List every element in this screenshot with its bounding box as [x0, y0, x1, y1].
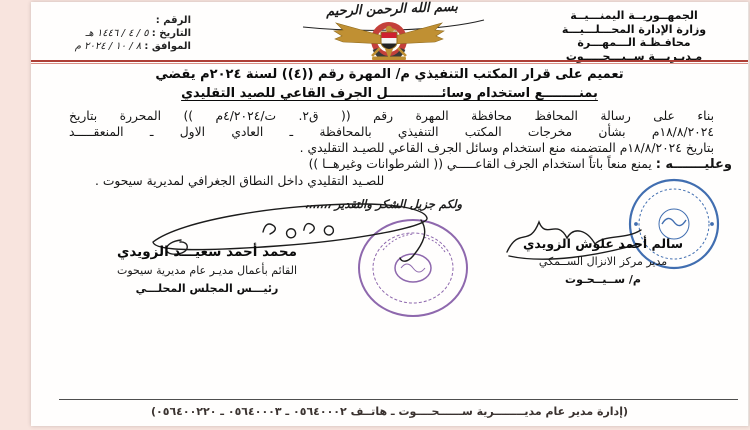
reference-number-label: الرقم :	[155, 15, 191, 26]
signatory-left-block	[87, 244, 327, 295]
resolution-text: يمنع منعاً باتاً استخدام الجرف القاعـــــي (( الشرطوانات وغيرهــا ))	[308, 157, 652, 171]
document-page	[31, 2, 749, 426]
resolution-label: وعليـــــــه :	[655, 157, 732, 172]
body-line: ١٨/٨/٢٠٢٤م بشأن مخرجات المكتب التنفيذي بالمحافظة ـ العادي الاول ـ المنعقـــــد	[69, 125, 714, 139]
hijri-date-row	[61, 27, 191, 40]
footer-contact-line: (إدارة مدير عام مديــــــــرية ســــــحــــوت ـ هاتــف ٠٥٦٤٠٠٠٢ ـ ٠٥٦٤٠٠٠٣ ـ ٠٥٦٤٠٠٢٢٠)	[150, 405, 629, 418]
signatory-right-block	[498, 236, 708, 286]
signatory-right-role2: م/ ســيــحـوت	[565, 273, 641, 286]
signatory-right-role1: مدير مركز الانزال الســمكي	[538, 255, 668, 268]
reference-block	[61, 14, 191, 53]
signatory-left-role1: القائم بأعمال مديـر عام مديرية سيحوت	[116, 264, 298, 277]
closing-courtesy: ولكم جزيل الشكر والتقدير ،،،،،،،	[304, 197, 462, 211]
circular-title-line2: بمنــــــــع استخدام وسائــــــــــــل الجرف القاعي للصيد التقليدي	[181, 86, 598, 101]
circular-title-line1: تعميم على قرار المكتب التنفيذي م/ المهرة رقم ((٤)) لسنة ٢٠٢٤م يقضي	[155, 67, 624, 82]
hijri-date-label: التاريخ :	[151, 28, 191, 39]
resolution-line	[61, 157, 732, 172]
footer-divider-rule	[59, 399, 738, 400]
signatory-right-name: سالم أحمد علوش الزويدي	[522, 236, 684, 251]
signatory-left-role2: رئيـــس المجلس المحلـــي	[135, 282, 279, 295]
gregorian-date-value: ٨ / ١٠ / ٢٠٢٤ م	[74, 41, 142, 52]
agency-ministry: وزارة الإدارة المحـــلـــيـــة	[561, 22, 707, 36]
body-line: بتاريخ ١٨/٨/٢٠٢٤م المتضمنه منع استخدام وسائل الجرف القاعي للصيـد التقليدي .	[299, 141, 714, 155]
bismillah-calligraphy: بسم الله الرحمن الرحيم	[325, 0, 459, 20]
body-line: بناء على رسالة المحافظ محافظة المهرة رقم (( ق٢. ت/٤/٢٠٢٤م )) المحررة بتاريخ	[69, 109, 714, 123]
resolution-line2: للصـيد التقليدي داخل النطاق الجغرافي لمديرية سيحوت .	[95, 174, 385, 188]
signatory-left-name: محمد أحمد سعيـــد الزويدي	[116, 244, 297, 260]
agency-district: مـديـريـــة ســيـــحـــــوت	[565, 49, 703, 63]
hijri-date-value: ٥ / ٤ / ١٤٤٦ هـ	[85, 28, 149, 39]
yemen-national-emblem-icon	[330, 19, 448, 61]
agency-country: الجمهــوريــة اليمنـــيــة	[570, 9, 698, 22]
agency-governorate: محافـظـة الـــمهـــرة	[577, 36, 691, 49]
gregorian-date-label: الموافق :	[144, 41, 191, 52]
reference-number-row	[61, 14, 191, 27]
gregorian-date-row	[61, 40, 191, 53]
letterhead-agency-block	[534, 9, 734, 63]
header-divider-rule	[31, 60, 748, 64]
